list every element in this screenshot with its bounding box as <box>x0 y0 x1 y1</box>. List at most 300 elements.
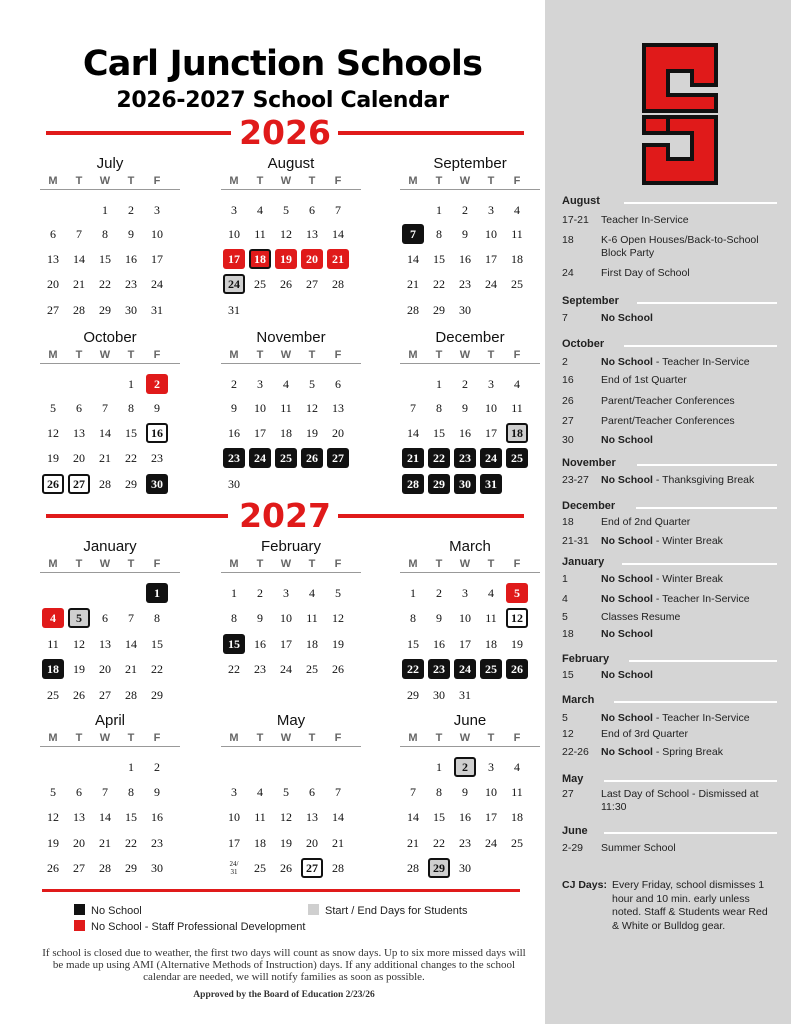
day-cell: 12 <box>306 401 318 415</box>
day-cell: 28 <box>125 688 137 702</box>
section-title: November <box>562 457 616 469</box>
event-bold: No School <box>601 356 653 368</box>
event-desc: Classes Resume <box>601 611 681 623</box>
section-rule <box>637 464 777 466</box>
day-cell: 16 <box>459 252 471 266</box>
day-cell: 23 <box>454 448 476 468</box>
day-cell: 6 <box>76 785 82 799</box>
section-heading <box>562 337 777 351</box>
year-label: 2026 <box>239 113 331 152</box>
day-cell: 14 <box>332 810 344 824</box>
event-bold: No School <box>601 474 653 486</box>
event-desc: Summer School <box>601 842 676 854</box>
day-cell: 29 <box>125 861 137 875</box>
day-cell: 28 <box>99 861 111 875</box>
day-cell: 15 <box>223 634 245 654</box>
weekday-label: T <box>256 558 264 570</box>
day-cell: 28 <box>332 277 344 291</box>
day-cell: 20 <box>99 662 111 676</box>
weekday-label: M <box>408 349 418 361</box>
day-cell: 24 <box>485 836 497 850</box>
day-cell: 7 <box>335 203 341 217</box>
gray-swatch <box>308 904 319 915</box>
weekday-label: W <box>280 349 292 361</box>
day-cell: 21 <box>99 451 111 465</box>
weekday-header <box>221 348 361 364</box>
day-cell: 5 <box>50 401 56 415</box>
day-cell: 26 <box>301 448 323 468</box>
month-5 <box>400 329 540 491</box>
day-cell: 20 <box>306 836 318 850</box>
day-cell: 26 <box>42 474 64 494</box>
section-rule <box>614 701 777 703</box>
day-cell: 9 <box>462 785 468 799</box>
event-date: 5 <box>562 611 568 623</box>
weekday-label: M <box>48 558 58 570</box>
event-desc: - Teacher In-Service <box>652 356 750 368</box>
event-text <box>601 628 776 641</box>
day-cell: 31 <box>228 303 240 317</box>
weekday-label: T <box>127 349 135 361</box>
day-cell: 30 <box>459 861 471 875</box>
weekday-header <box>40 557 180 573</box>
section-heading <box>562 456 777 470</box>
day-cell: 30 <box>125 303 137 317</box>
day-cell: 19 <box>275 249 297 269</box>
day-cell: 11 <box>254 810 266 824</box>
day-cell: 11 <box>280 401 292 415</box>
day-cell: 24 <box>223 274 245 294</box>
section-title: May <box>562 773 584 785</box>
day-cell: 7 <box>402 224 424 244</box>
day-cell: 16 <box>146 423 168 443</box>
day-cell: 29 <box>428 474 450 494</box>
day-cell: 12 <box>280 810 292 824</box>
event-bold: No School <box>601 669 653 681</box>
weekday-header <box>400 557 540 573</box>
day-cell: 17 <box>485 426 497 440</box>
day-cell: 17 <box>280 637 292 651</box>
day-cell: 1 <box>128 377 134 391</box>
event-date: 2-29 <box>562 842 584 854</box>
day-cell: 19 <box>47 451 59 465</box>
day-cell: 16 <box>433 637 445 651</box>
month-name: December <box>435 329 505 346</box>
event-text <box>601 712 776 725</box>
day-cell: 17 <box>228 836 240 850</box>
event-desc: - Teacher In-Service <box>652 593 750 605</box>
day-cell: 22 <box>125 451 137 465</box>
event-date: 18 <box>562 234 574 246</box>
weekday-header <box>400 174 540 190</box>
day-cell: 18 <box>506 423 528 443</box>
legend-label: No School - Staff Professional Development <box>91 921 306 933</box>
day-cell: 13 <box>99 637 111 651</box>
event-date: 12 <box>562 728 574 740</box>
event-text <box>601 516 776 529</box>
day-cell: 11 <box>485 611 497 625</box>
day-cell: 27 <box>99 688 111 702</box>
day-cell: 16 <box>459 426 471 440</box>
day-cell: 17 <box>254 426 266 440</box>
day-cell: 21 <box>407 836 419 850</box>
month-name: July <box>96 155 124 172</box>
event-text <box>601 842 776 855</box>
day-cell: 9 <box>231 401 237 415</box>
day-cell: 19 <box>47 836 59 850</box>
cj-days-note <box>562 879 777 933</box>
day-cell: 5 <box>283 203 289 217</box>
black-swatch <box>74 904 85 915</box>
event-text <box>601 746 776 759</box>
day-cell: 18 <box>254 836 266 850</box>
event-desc: K-6 Open Houses/Back-to-School Block Party <box>601 234 759 259</box>
weekday-header <box>40 348 180 364</box>
month-7 <box>221 538 361 676</box>
day-cell: 9 <box>257 611 263 625</box>
day-cell: 15 <box>433 810 445 824</box>
event-date: 27 <box>562 415 574 427</box>
weekday-label: W <box>99 349 111 361</box>
day-cell: 14 <box>73 252 85 266</box>
day-cell: 27 <box>301 858 323 878</box>
day-cell: 7 <box>335 785 341 799</box>
day-cell: 30 <box>454 474 476 494</box>
day-cell: 28 <box>407 303 419 317</box>
weekday-label: F <box>513 175 521 187</box>
section-heading <box>562 194 777 208</box>
legend-label: Start / End Days for Students <box>325 905 468 917</box>
legend-start-end <box>308 904 467 917</box>
event-text <box>601 214 776 227</box>
section-heading <box>562 652 777 666</box>
event-desc: - Winter Break <box>652 535 723 547</box>
weekday-label: F <box>153 175 161 187</box>
event-date: 2 <box>562 356 568 368</box>
section-title: August <box>562 195 600 207</box>
weekday-label: T <box>308 349 316 361</box>
day-cell: 29 <box>151 688 163 702</box>
day-cell: 15 <box>99 252 111 266</box>
day-cell: 21 <box>402 448 424 468</box>
event-bold: No School <box>601 593 653 605</box>
day-cell: 3 <box>231 785 237 799</box>
weekday-header <box>400 348 540 364</box>
day-cell: 30 <box>459 303 471 317</box>
day-cell: 5 <box>283 785 289 799</box>
day-cell: 10 <box>485 227 497 241</box>
weekday-header <box>40 731 180 747</box>
weekday-header <box>221 731 361 747</box>
day-cell: 5 <box>506 583 528 603</box>
day-cell: 8 <box>436 227 442 241</box>
legend-label: No School <box>91 905 142 917</box>
event-date: 18 <box>562 628 574 640</box>
day-cell: 3 <box>231 203 237 217</box>
day-cell: 17 <box>223 249 245 269</box>
day-cell: 17 <box>485 810 497 824</box>
day-cell: 8 <box>410 611 416 625</box>
weekday-label: F <box>153 558 161 570</box>
day-cell: 8 <box>436 785 442 799</box>
day-cell: 3 <box>257 377 263 391</box>
day-cell: 27 <box>306 277 318 291</box>
day-cell: 3 <box>154 203 160 217</box>
day-cell: 21 <box>73 277 85 291</box>
page-subtitle: 2026-2027 School Calendar <box>116 88 449 113</box>
day-cell: 28 <box>99 477 111 491</box>
month-9 <box>40 712 180 875</box>
day-cell: 14 <box>407 252 419 266</box>
weekday-label: F <box>153 732 161 744</box>
month-name: May <box>276 712 306 729</box>
month-name: November <box>256 329 326 346</box>
day-cell: 4 <box>488 586 494 600</box>
event-text <box>601 415 776 428</box>
day-cell: 5 <box>68 608 90 628</box>
month-8 <box>400 538 540 702</box>
event-bold: No School <box>601 712 653 724</box>
day-cell: 11 <box>254 227 266 241</box>
day-cell: 14 <box>99 810 111 824</box>
month-name: March <box>449 538 491 555</box>
day-cell: 5 <box>309 377 315 391</box>
event-desc: - Winter Break <box>652 573 723 585</box>
weekday-label: T <box>435 732 443 744</box>
day-cell: 7 <box>128 611 134 625</box>
day-cell: 23 <box>459 277 471 291</box>
day-cell: 15 <box>151 637 163 651</box>
section-heading <box>562 824 777 838</box>
day-cell: 25 <box>506 448 528 468</box>
day-cell: 12 <box>73 637 85 651</box>
event-text <box>601 788 776 814</box>
section-rule <box>629 660 777 662</box>
day-cell: 10 <box>151 227 163 241</box>
section-november <box>562 456 777 470</box>
month-3 <box>40 329 180 491</box>
day-cell: 9 <box>462 227 468 241</box>
day-cell: 31 <box>480 474 502 494</box>
event-date: 22-26 <box>562 746 589 758</box>
day-cell: 18 <box>511 810 523 824</box>
weekday-label: M <box>229 558 239 570</box>
day-cell: 17 <box>485 252 497 266</box>
weekday-label: W <box>99 558 111 570</box>
year-heading-2027 <box>46 498 524 534</box>
weekday-label: M <box>48 732 58 744</box>
day-cell: 23 <box>428 659 450 679</box>
weekday-label: T <box>256 175 264 187</box>
event-text <box>601 356 776 369</box>
day-cell: 21 <box>332 836 344 850</box>
event-desc: End of 1st Quarter <box>601 374 687 386</box>
day-cell: 7 <box>102 785 108 799</box>
day-cell: 20 <box>47 277 59 291</box>
weekday-label: T <box>75 175 83 187</box>
weekday-label: T <box>75 349 83 361</box>
weekday-label: W <box>99 175 111 187</box>
day-cell: 15 <box>433 426 445 440</box>
weekday-label: F <box>153 349 161 361</box>
day-cell: 27 <box>47 303 59 317</box>
day-cell: 16 <box>459 810 471 824</box>
section-december <box>562 499 777 513</box>
day-cell: 4 <box>309 586 315 600</box>
month-6 <box>40 538 180 702</box>
weekday-label: T <box>127 558 135 570</box>
section-title: June <box>562 825 588 837</box>
event-date: 21-31 <box>562 535 589 547</box>
day-cell: 29 <box>428 858 450 878</box>
day-cell: 26 <box>280 861 292 875</box>
section-heading <box>562 772 777 786</box>
weekday-label: T <box>435 349 443 361</box>
event-date: 16 <box>562 374 574 386</box>
day-cell: 27 <box>68 474 90 494</box>
day-cell: 22 <box>428 448 450 468</box>
day-cell: 24 <box>151 277 163 291</box>
day-cell: 25 <box>47 688 59 702</box>
event-desc: Parent/Teacher Conferences <box>601 395 735 407</box>
day-cell: 14 <box>332 227 344 241</box>
day-cell: 2 <box>257 586 263 600</box>
day-cell: 21 <box>125 662 137 676</box>
section-heading <box>562 693 777 707</box>
day-cell: 10 <box>485 401 497 415</box>
day-cell: 9 <box>462 401 468 415</box>
legend-no-school-pd <box>74 920 305 933</box>
day-cell: 3 <box>462 586 468 600</box>
day-cell: 19 <box>332 637 344 651</box>
day-cell: 2 <box>462 203 468 217</box>
month-name: September <box>433 155 507 172</box>
day-cell: 24 <box>480 448 502 468</box>
day-cell: 10 <box>254 401 266 415</box>
day-cell: 21 <box>327 249 349 269</box>
event-text <box>601 593 776 606</box>
day-cell: 1 <box>128 760 134 774</box>
day-cell: 14 <box>407 426 419 440</box>
day-cell: 19 <box>511 637 523 651</box>
section-title: January <box>562 556 605 568</box>
day-cell: 5 <box>335 586 341 600</box>
day-cell: 1 <box>436 760 442 774</box>
day-cell: 23 <box>125 277 137 291</box>
day-cell: 1 <box>102 203 108 217</box>
day-cell: 10 <box>228 810 240 824</box>
day-cell: 28 <box>332 861 344 875</box>
cj-logo-icon <box>640 41 720 187</box>
day-cell: 25 <box>511 836 523 850</box>
day-cell: 22 <box>402 659 424 679</box>
day-cell: 30 <box>433 688 445 702</box>
event-text <box>601 611 776 624</box>
day-cell: 18 <box>511 252 523 266</box>
weekday-label: M <box>408 558 418 570</box>
day-cell: 23 <box>223 448 245 468</box>
day-cell: 1 <box>146 583 168 603</box>
day-cell: 30 <box>228 477 240 491</box>
day-cell: 3 <box>488 203 494 217</box>
day-cell: 25 <box>480 659 502 679</box>
year-label: 2027 <box>239 496 331 535</box>
event-text <box>601 395 776 408</box>
event-date: 23-27 <box>562 474 589 486</box>
day-cell: 22 <box>151 662 163 676</box>
section-september <box>562 294 777 308</box>
day-cell: 2 <box>146 374 168 394</box>
weekday-label: W <box>459 175 471 187</box>
day-cell: 6 <box>50 227 56 241</box>
day-cell: 6 <box>309 785 315 799</box>
weekday-label: F <box>513 732 521 744</box>
weekday-label: F <box>513 558 521 570</box>
weekday-label: F <box>334 349 342 361</box>
day-cell: 4 <box>514 760 520 774</box>
day-cell: 7 <box>102 401 108 415</box>
weekday-header <box>40 174 180 190</box>
weekday-label: T <box>256 732 264 744</box>
event-desc: Parent/Teacher Conferences <box>601 415 735 427</box>
event-date: 26 <box>562 395 574 407</box>
day-cell: 10 <box>280 611 292 625</box>
day-cell: 18 <box>485 637 497 651</box>
day-cell: 24 <box>454 659 476 679</box>
day-cell: 22 <box>228 662 240 676</box>
day-cell: 16 <box>125 252 137 266</box>
section-rule <box>636 507 777 509</box>
month-2 <box>400 155 540 317</box>
month-10 <box>221 712 361 876</box>
day-cell: 20 <box>73 451 85 465</box>
section-january <box>562 555 777 569</box>
day-cell: 12 <box>280 227 292 241</box>
event-date: 1 <box>562 573 568 585</box>
weekday-label: W <box>280 175 292 187</box>
event-date: 4 <box>562 593 568 605</box>
weekday-label: T <box>127 732 135 744</box>
day-cell: 8 <box>231 611 237 625</box>
event-desc: Teacher In-Service <box>601 214 689 226</box>
event-text <box>601 374 776 387</box>
day-cell: 10 <box>228 227 240 241</box>
day-cell: 21 <box>407 277 419 291</box>
section-march <box>562 693 777 707</box>
day-cell: 30 <box>146 474 168 494</box>
day-cell: 11 <box>511 227 523 241</box>
day-cell: 15 <box>125 810 137 824</box>
weekday-label: T <box>435 175 443 187</box>
day-cell: 20 <box>332 426 344 440</box>
section-rule <box>622 563 777 565</box>
event-text <box>601 312 776 325</box>
weekday-label: T <box>308 175 316 187</box>
day-cell: 14 <box>407 810 419 824</box>
day-cell: 28 <box>402 474 424 494</box>
month-11 <box>400 712 540 875</box>
weekday-label: F <box>334 558 342 570</box>
weekday-label: T <box>308 732 316 744</box>
weekday-label: F <box>334 175 342 187</box>
cj-days-label: CJ Days: <box>562 879 607 891</box>
section-rule <box>604 780 777 782</box>
legend-no-school <box>74 904 142 917</box>
event-desc: First Day of School <box>601 267 690 279</box>
day-cell: 25 <box>254 277 266 291</box>
day-cell: 4 <box>514 377 520 391</box>
day-cell: 23 <box>459 836 471 850</box>
